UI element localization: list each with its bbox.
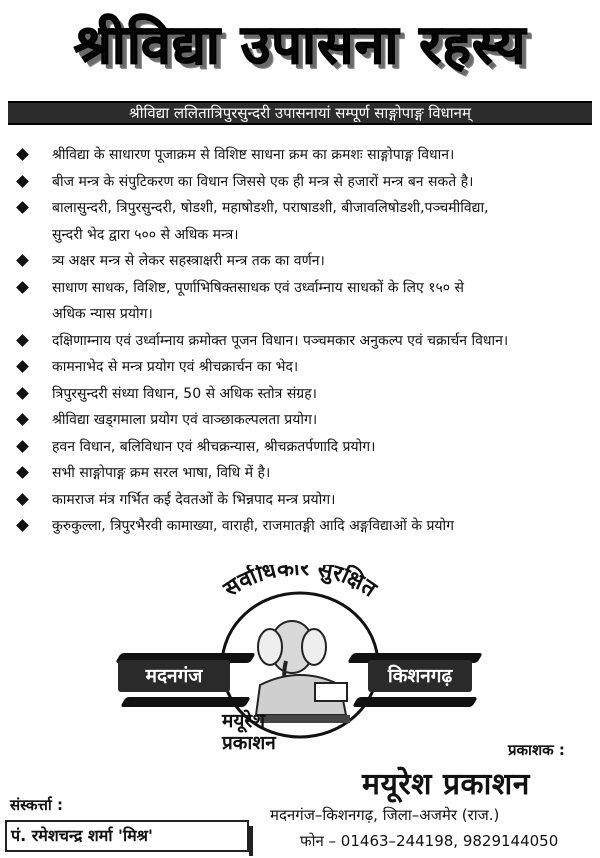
emblem-arc-text	[219, 565, 382, 603]
list-item-text: बालासुन्दरी, त्रिपुरसुन्दरी, षोडशी, महाषोडशी, पराषाडशी, बीजावलिषोडशी,पञ्चमीविद्या,	[52, 200, 489, 216]
diamond-bullet-icon	[14, 142, 34, 168]
publisher-label: प्रकाशक :	[508, 741, 565, 759]
diamond-bullet-icon	[14, 354, 34, 380]
diamond-bullet-icon	[14, 407, 34, 433]
list-item-text: कामनाभेद से मन्त्र प्रयोग एवं श्रीचक्रार्चन का भेद।	[52, 359, 299, 375]
list-item	[0, 381, 600, 408]
diamond-bullet-icon	[14, 169, 34, 195]
list-item-text: दक्षिणाम्नाय एवं उर्ध्वाम्नाय क्रमोक्त पूजन विधान। पञ्चमकार अनुकल्प एवं चक्रार्चन विधान।	[52, 332, 509, 349]
list-item	[0, 169, 600, 196]
list-item-text: कुरुकुल्ला, त्रिपुरभैरवी कामाख्या, वाराही, राजमातङ्गी आदि अङ्गविद्याओं के प्रयोग	[52, 518, 455, 534]
list-item-text: श्रीविद्या खड्गमाला प्रयोग एवं वाञ्छाकल्पलता प्रयोग।	[52, 412, 318, 428]
publisher-name: मयूरेश प्रकाशन	[362, 767, 530, 802]
emblem-brand-line1: मयूरेश	[222, 710, 266, 732]
banner-madanganj: मदनगंज	[118, 660, 230, 692]
list-item-text: श्रीविद्या के साधारण पूजाक्रम से विशिष्ट साधना क्रम का क्रमशः साङ्गोपाङ्ग विधान।	[52, 147, 455, 163]
list-item-text: सभी साङ्गोपाङ्ग क्रम सरल भाषा, विधि में है।	[52, 465, 271, 481]
author-name-box	[5, 820, 249, 852]
list-item-text: त्र्य अक्षर मन्त्र से लेकर सहस्त्राक्षरी मन्त्र तक का वर्णन।	[52, 253, 325, 269]
diamond-bullet-icon	[14, 275, 34, 301]
feature-list	[0, 142, 600, 540]
list-item-text: अधिक न्यास प्रयोग।	[52, 306, 153, 322]
list-item-text: सुन्दरी भेद द्वारा ५०० से अधिक मन्त्र।	[52, 226, 239, 243]
list-item-text: बीज मन्त्र के संपुटिकरण का विधान जिससे एक ही मन्त्र से हजारों मन्त्र बन सकते है।	[52, 173, 474, 190]
banner-kishangarh: किशनगढ़	[368, 660, 472, 692]
diamond-bullet-icon	[14, 513, 34, 539]
diamond-bullet-icon	[14, 381, 34, 407]
list-item	[0, 487, 600, 514]
emblem-brand-line2: प्रकाशन	[222, 732, 276, 754]
list-item	[0, 354, 600, 381]
subtitle-bar	[8, 101, 592, 125]
list-item	[0, 248, 600, 275]
list-item-text: कामराज मंत्र गर्भित कई देवतओं के भिन्नपाद मन्त्र प्रयोग।	[52, 491, 336, 508]
diamond-bullet-icon	[14, 195, 34, 221]
list-item-text: साधाण साधक, विशिष्ट, पूर्णाभिषिक्तसाधक एवं उर्ध्वाम्नाय साधकों के लिए १५० से	[52, 279, 464, 296]
list-item	[0, 301, 600, 328]
brush-stroke-right-2	[352, 697, 478, 707]
diamond-bullet-icon	[14, 487, 34, 513]
list-item	[0, 222, 600, 249]
subtitle: श्रीविद्या ललितात्रिपुरसुन्दरी उपासनायां सम्पूर्ण साङ्गोपाङ्ग विधानम्	[129, 104, 471, 122]
emblem-brand	[222, 710, 342, 754]
author-label: संस्कर्त्ता :	[10, 796, 63, 814]
publisher-address: मदनगंज–किशनगढ़, जिला–अजमेर (राज.)	[270, 806, 500, 824]
list-item	[0, 434, 600, 461]
diamond-bullet-icon	[14, 434, 34, 460]
list-item	[0, 142, 600, 169]
publisher-phone: फोन – 01463–244198, 9829144050	[300, 832, 559, 850]
diamond-bullet-icon	[14, 248, 34, 274]
list-item	[0, 407, 600, 434]
author-name: पं. रमेशचन्द्र शर्मा 'मिश्र'	[11, 826, 153, 845]
list-item	[0, 460, 600, 487]
page-title: श्रीविद्या उपासना रहस्य	[73, 13, 527, 76]
diamond-bullet-icon	[14, 328, 34, 354]
emblem-arc-textpath: सर्वाधिकार सुरक्षित	[219, 565, 381, 603]
list-item	[0, 195, 600, 222]
list-item-text: त्रिपुरसुन्दरी संध्या विधान, 50 से अधिक स्तोत्र संग्रह।	[52, 385, 317, 402]
list-item-text: हवन विधान, बलिविधान एवं श्रीचक्रन्यास, श्रीचक्रतर्पणादि प्रयोग।	[52, 438, 376, 455]
list-item	[0, 513, 600, 540]
brush-stroke-left-2	[120, 697, 251, 707]
list-item	[0, 328, 600, 355]
diamond-bullet-icon	[14, 460, 34, 486]
list-item	[0, 275, 600, 302]
title-area	[0, 0, 600, 96]
